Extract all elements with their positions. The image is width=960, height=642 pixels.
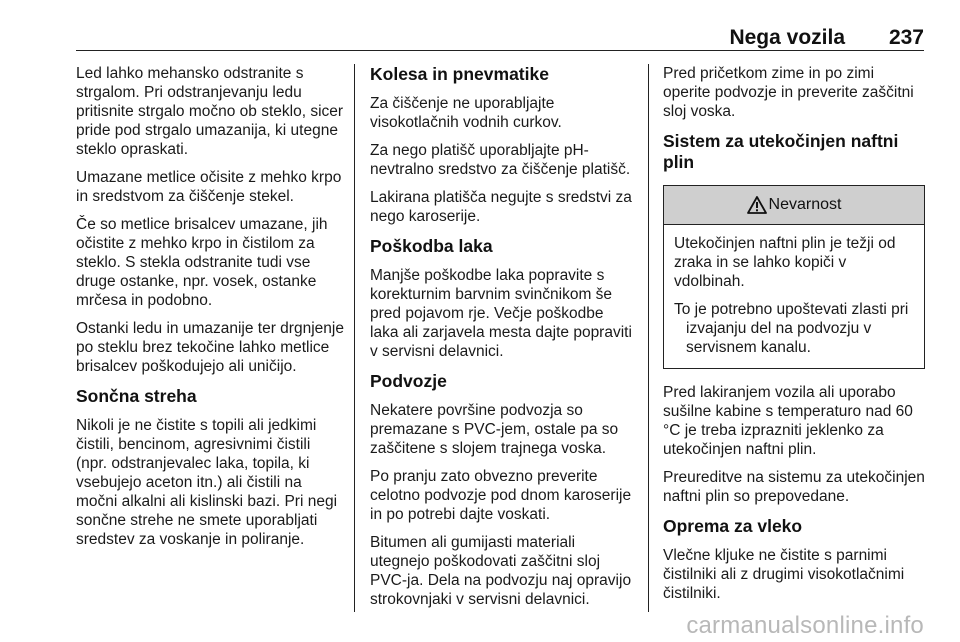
paragraph: Manjše poškodbe laka popravite s korekturnim barvnim svinčnikom še pred pojavom rje. Večje poškodbe laka ali zarjavela mesta dajte popraviti v servisni delavnici. [370,267,632,360]
paragraph: Za nego platišč uporabljajte pH-nevtralno sredstvo za čiščenje platišč. [370,142,631,178]
heading-underbody: Podvozje [370,371,447,391]
column-divider-2 [648,64,649,612]
paragraph: Če so metlice brisalcev umazane, jih očistite z mehko krpo in čistilom za steklo. S stekla odstranite tudi vse druge ostanke, npr. vosek, ostanke mrčesa in podobno. [76,216,328,309]
page-header [0,26,960,52]
paragraph: Pred lakiranjem vozila ali uporabo sušilne kabine s temperaturo nad 60 °C je treba izprazniti jeklenko za utekočinjen naftni plin. [663,384,913,458]
paragraph: Nekatere površine podvozja so premazane s PVC-jem, ostale pa so zaščitene s slojem trajnega voska. [370,402,619,457]
section-title: Nega vozila [729,26,845,49]
watermark: carmanualsonline.info [686,612,924,639]
header-rule [76,50,924,51]
paragraph: Po pranju zato obvezno preverite celotno podvozje pod dnom karoserije in po potrebi dajte voskati. [370,468,632,523]
column-1 [76,64,344,558]
paragraph: Za čiščenje ne uporabljajte visokotlačnih vodnih curkov. [370,95,562,131]
paragraph: Nikoli je ne čistite s topili ali jedkimi čistili, bencinom, agresivnimi čistili (npr. odstranjevalec laka, topila, ki vsebujejo aceton itn.) ali čistili na močni alkalni ali kislinski bazi. Pri negi sončne strehe ne smete uporabljati sredstev za voskanje in poliranje. [76,417,338,548]
warning-title: Nevarnost [768,196,842,213]
heading-sunroof: Sončna streha [76,386,197,406]
paragraph: Led lahko mehansko odstranite s strgalom. Pri odstranjevanju ledu pritisnite strgalo močno ob steklo, sicer pride pod strgalo umazanija, ki utegne steklo opraskati. [76,65,344,158]
paragraph: Pred pričetkom zime in po zimi operite podvozje in preverite zaščitni sloj voska. [663,65,914,120]
paragraph: Umazane metlice očisite z mehko krpo in sredstvom za čiščenje stekel. [76,169,342,205]
heading-paint-damage: Poškodba laka [370,236,493,256]
warning-box [663,185,925,369]
column-3 [663,64,925,612]
paragraph: To je potrebno upoštevati zlasti pri izvajanju del na podvozju v servisnem kanalu. [674,301,909,356]
paragraph: Utekočinjen naftni plin je težji od zraka in se lahko kopiči v vdolbinah. [674,235,896,290]
paragraph: Lakirana platišča negujte s sredstvi za nego karoserije. [370,189,632,225]
heading-towing-equipment: Oprema za vleko [663,516,803,536]
paragraph: Bitumen ali gumijasti materiali utegnejo poškodovati zaščitni sloj PVC-ja. Dela na podvozju naj opravijo strokovnjaki v servisni delavnici. [370,534,632,608]
paragraph: Vlečne kljuke ne čistite s parnimi čistilniki ali z drugimi visokotlačnimi čistilniki. [663,547,905,602]
paragraph: Preureditve na sistemu za utekočinjen naftni plin so prepovedane. [663,469,925,505]
paragraph: Ostanki ledu in umazanije ter drgnjenje po steklu brez tekočine lahko metlice brisalcev poškodujejo ali uničijo. [76,320,344,375]
column-divider-1 [354,64,355,612]
page-number: 237 [888,26,924,49]
heading-lpg-system: Sistem za utekočinjen naftni plin [663,131,899,172]
warning-body [664,225,924,368]
warning-triangle-icon [747,196,767,214]
column-2 [370,64,632,618]
heading-wheels-tyres: Kolesa in pnevmatike [370,64,549,84]
warning-header [664,186,924,225]
